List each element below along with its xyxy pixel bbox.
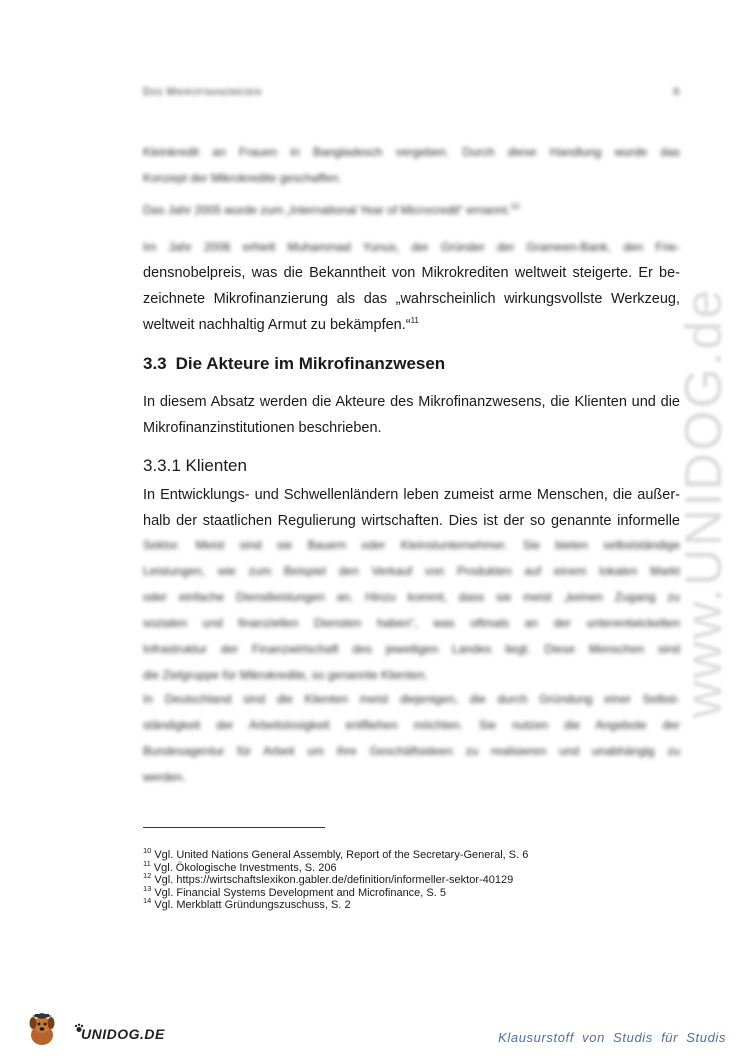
text-line: Im Jahr 2006 erhielt Muhammad Yunus, der Gründer der Grameen-Bank, den Frie- <box>143 240 680 254</box>
text-line: densnobelpreis, was die Bekanntheit von Mikrokrediten weltweit steigerte. Er be- <box>143 265 680 281</box>
text-line: sozialen und finanziellen Diensten haben“, was oftmals an der unterentwickelten <box>143 616 680 630</box>
text-line: werden. <box>143 770 186 784</box>
footnote-number: 11 <box>143 858 151 868</box>
footer-tagline: Klausurstoff von Studis für Studis <box>498 1030 726 1045</box>
text-line: Leistungen, wie zum Beispiel den Verkauf von Produkten auf einem lokalen Markt <box>143 564 680 578</box>
section-number: 3.3 <box>143 354 167 373</box>
intro-paragraph-1 <box>143 139 680 191</box>
text-line: Kleinkredit an Frauen in Bangladesch vergeben. Durch diese Handlung wurde das <box>143 145 680 159</box>
text-line: halb der staatlichen Regulierung wirtschaften. Dies ist der so genannte informelle <box>143 513 680 529</box>
intro-paragraph-3-blurred <box>143 234 680 260</box>
footnote-ref: 10 <box>510 202 520 211</box>
text-line: Infrastruktur der Finanzwirtschaft des jeweiligen Landes liegt. Diese Menschen sind <box>143 642 680 656</box>
section-title: Die Akteure im Mikrofinanzwesen <box>175 354 446 373</box>
text-line: In diesem Absatz werden die Akteure des Mikrofinanzwesens, die Klienten und die <box>143 394 680 410</box>
footnote <box>143 858 683 875</box>
watermark: www.UNIDOG.de <box>675 287 733 719</box>
intro-paragraph-3 <box>143 260 680 338</box>
page-number: 6 <box>673 86 680 98</box>
section-heading <box>143 354 445 374</box>
footnote-text: Vgl. Merkblatt Gründungszuschuss, S. 2 <box>154 899 351 911</box>
footnote-number: 14 <box>143 896 152 906</box>
footnote-text: Vgl. Ökologische Investments, S. 206 <box>153 861 337 874</box>
text-line: Mikrofinanzinstitutionen beschrieben. <box>143 420 382 436</box>
footnote-number: 10 <box>143 846 152 856</box>
footnote <box>143 896 683 912</box>
footnote-text: Vgl. Financial Systems Development and Microfinance, S. 5 <box>154 886 446 899</box>
text-line: Das Jahr 2005 wurde zum „International Year of Microcredit“ ernannt. <box>143 203 511 217</box>
clients-paragraph-1-blurred <box>143 532 680 688</box>
footnote-text: Vgl. https://wirtschaftslexikon.gabler.de/definition/informeller-sektor-40129 <box>154 874 514 886</box>
text-line: In Deutschland sind die Klienten meist diejenigen, die durch Gründung einer Selbst- <box>143 692 680 706</box>
header-title: Das Mikrofinanzwesen <box>143 86 262 98</box>
text-line: Bundesagentur für Arbeit um ihre Geschäftsideen zu realisieren und unabhängig zu <box>143 744 680 758</box>
text-line: In Entwicklungs- und Schwellenländern leben zumeist arme Menschen, die außer- <box>143 487 680 503</box>
footnote-separator <box>143 827 325 828</box>
text-line: Sektor. Meist sind sie Bauern oder Kleinstunternehmer. Sie bieten selbstständige <box>143 538 680 552</box>
running-header <box>143 86 680 98</box>
footnotes <box>143 846 683 912</box>
footnote <box>143 846 683 862</box>
unidog-logo[interactable] <box>24 1011 165 1051</box>
intro-paragraph-2 <box>143 197 680 223</box>
clients-paragraph-2-blurred <box>143 686 680 790</box>
text-line: Konzept der Mikrokredite geschaffen. <box>143 171 342 185</box>
logo-text: UNIDOG.DE <box>81 1026 165 1042</box>
subsection-heading: 3.3.1 Klienten <box>143 456 247 475</box>
text-line: ständigkeit der Arbeitslosigkeit entfliehen möchten. Sie nutzen die Angebote der <box>143 718 680 732</box>
footnote-number: 13 <box>143 883 152 893</box>
footnote-text: Vgl. United Nations General Assembly, Report of the Secretary-General, S. 6 <box>154 849 529 861</box>
footnote-number: 12 <box>143 871 152 881</box>
section-intro-paragraph <box>143 389 680 441</box>
text-line: die Zielgruppe für Mikrokredite, so genannte Klienten. <box>143 668 428 682</box>
dog-mascot-icon <box>26 1013 58 1047</box>
text-line: oder einfache Dienstleistungen an. Hinzu kommt, dass sie meist „keinen Zugang zu <box>143 590 680 604</box>
footnote <box>143 883 683 900</box>
footnote <box>143 871 683 887</box>
clients-paragraph-1 <box>143 482 680 534</box>
text-line: weltweit nachhaltig Armut zu bekämpfen.“$^{11}$ <box>143 316 419 333</box>
footnote-ref: 11 <box>410 316 419 326</box>
text-line: zeichnete Mikrofinanzierung als das „wahrscheinlich wirkungsvollste Werkzeug, <box>143 291 680 307</box>
